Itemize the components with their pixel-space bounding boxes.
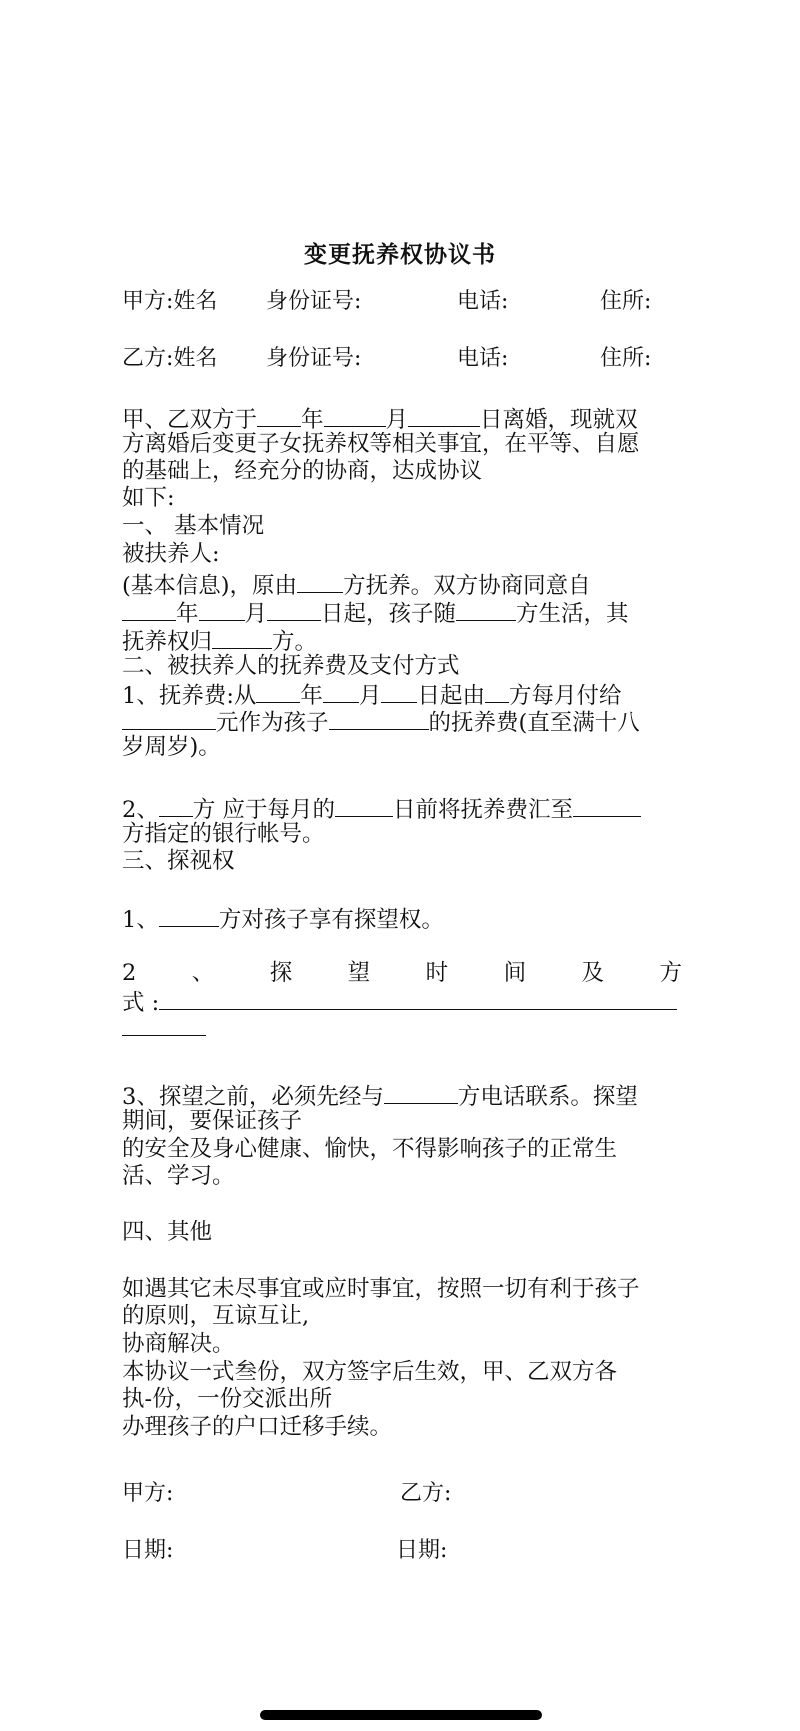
support-month-blank[interactable] <box>323 680 359 703</box>
party-a-id-label: 身份证号: <box>266 289 362 314</box>
visitation-item-3-line-2: 期间，要保证孩子 <box>122 1108 303 1134</box>
party-b-name-label: 乙方:姓名 <box>122 346 218 371</box>
document-title: 变更抚养权协议书 <box>304 242 496 268</box>
party-a-date-label: 日期: <box>122 1538 174 1563</box>
support-year-blank[interactable] <box>256 680 300 703</box>
other-para-2-line-2: 执-份，一份交派出所 <box>122 1386 333 1412</box>
other-para-1-line-2: 的原则，互谅互让, <box>122 1303 310 1329</box>
visitation-item-3-line-3: 的安全及身心健康、愉快，不得影响孩子的正常生 <box>122 1136 618 1162</box>
section-1-line-3: 抚养权归 方。 <box>122 626 682 656</box>
start-year-blank[interactable] <box>122 598 176 621</box>
section-1-heading: 一、 基本情况 <box>122 513 265 539</box>
recipient-blank[interactable] <box>573 794 641 817</box>
visitation-item-1: 1、 方对孩子享有探望权。 <box>122 904 682 934</box>
month-blank[interactable] <box>324 404 386 427</box>
other-para-2-line-1: 本协议一式叁份，双方签字后生效，甲、乙双方各 <box>122 1359 618 1385</box>
party-a-name-label: 甲方:姓名 <box>122 289 218 314</box>
intro-line-3: 的基础上，经充分的协商，达成协议 <box>122 458 483 484</box>
party-a-address-label: 住所: <box>600 289 652 314</box>
visiting-party-blank[interactable] <box>159 904 219 927</box>
support-day-blank[interactable] <box>381 680 417 703</box>
party-b-signature-label: 乙方: <box>400 1481 452 1506</box>
section-3-heading: 三、探视权 <box>122 848 235 874</box>
party-a-phone-label: 电话: <box>457 289 509 314</box>
support-amount-blank[interactable] <box>122 707 216 730</box>
party-b-id-label: 身份证号: <box>266 346 362 371</box>
year-blank[interactable] <box>257 404 301 427</box>
day-blank[interactable] <box>408 404 480 427</box>
section-4-heading: 四、其他 <box>122 1219 213 1245</box>
contact-party-blank[interactable] <box>384 1081 458 1104</box>
party-b-date-label: 日期: <box>396 1538 448 1563</box>
section-1-line-2: 年 月 日起，孩子随 方生活，其 <box>122 598 682 628</box>
visitation-item-2-line-3 <box>122 1013 682 1043</box>
support-item-2-line-2: 方指定的银行帐号。 <box>122 821 325 847</box>
visit-time-method-blank[interactable] <box>159 987 677 1010</box>
other-para-1-line-1: 如遇其它未尽事宜或应时事宜，按照一切有利于孩子 <box>122 1276 640 1302</box>
start-month-blank[interactable] <box>199 598 245 621</box>
remitter-blank[interactable] <box>159 794 193 817</box>
support-item-1-line-3: 岁周岁)。 <box>122 734 221 760</box>
live-with-blank[interactable] <box>456 598 516 621</box>
support-item-1-line-1: 1、抚养费:从 年 月 日起由 方每月付给 <box>122 680 682 710</box>
payer-blank[interactable] <box>485 680 509 703</box>
other-para-1-line-3: 协商解决。 <box>122 1331 235 1357</box>
visitation-item-2-line-2: 式 : <box>122 987 682 1017</box>
start-day-blank[interactable] <box>267 598 321 621</box>
visitation-item-2-line-1: 2 、 探 望 时 间 及 方 <box>122 960 682 986</box>
intro-line-2: 方离婚后变更子女抚养权等相关事宜，在平等、自愿 <box>122 431 640 457</box>
home-indicator-bar[interactable] <box>260 1710 542 1720</box>
party-a-signature-label: 甲方: <box>122 1481 174 1506</box>
section-2-heading: 二、被扶养人的抚养费及支付方式 <box>122 653 460 679</box>
visitation-item-3-line-4: 活、学习。 <box>122 1163 235 1189</box>
party-b-phone-label: 电话: <box>457 346 509 371</box>
original-custodian-blank[interactable] <box>297 570 343 593</box>
support-item-1-line-2: 元作为孩子 的抚养费(直至满十八 <box>122 707 682 737</box>
intro-line-4: 如下: <box>122 485 175 511</box>
visit-time-method-blank-continued[interactable] <box>122 1013 206 1036</box>
support-item-2-line-1: 2、 方 应于每月的 日前将抚养费汇至 <box>122 794 682 824</box>
party-b-address-label: 住所: <box>600 346 652 371</box>
intro-line-1: 甲、乙双方于 年 月 日离婚，现就双 <box>122 404 682 434</box>
section-1-line-1: (基本信息)，原由 方抚养。双方协商同意自 <box>122 570 682 600</box>
dependent-label: 被扶养人: <box>122 541 220 567</box>
visitation-item-3-line-1: 3、探望之前，必须先经与 方电话联系。探望 <box>122 1081 682 1111</box>
other-para-2-line-3: 办理孩子的户口迁移手续。 <box>122 1414 393 1440</box>
child-name-blank[interactable] <box>329 707 429 730</box>
deadline-day-blank[interactable] <box>335 794 393 817</box>
custody-belongs-blank[interactable] <box>212 626 272 649</box>
